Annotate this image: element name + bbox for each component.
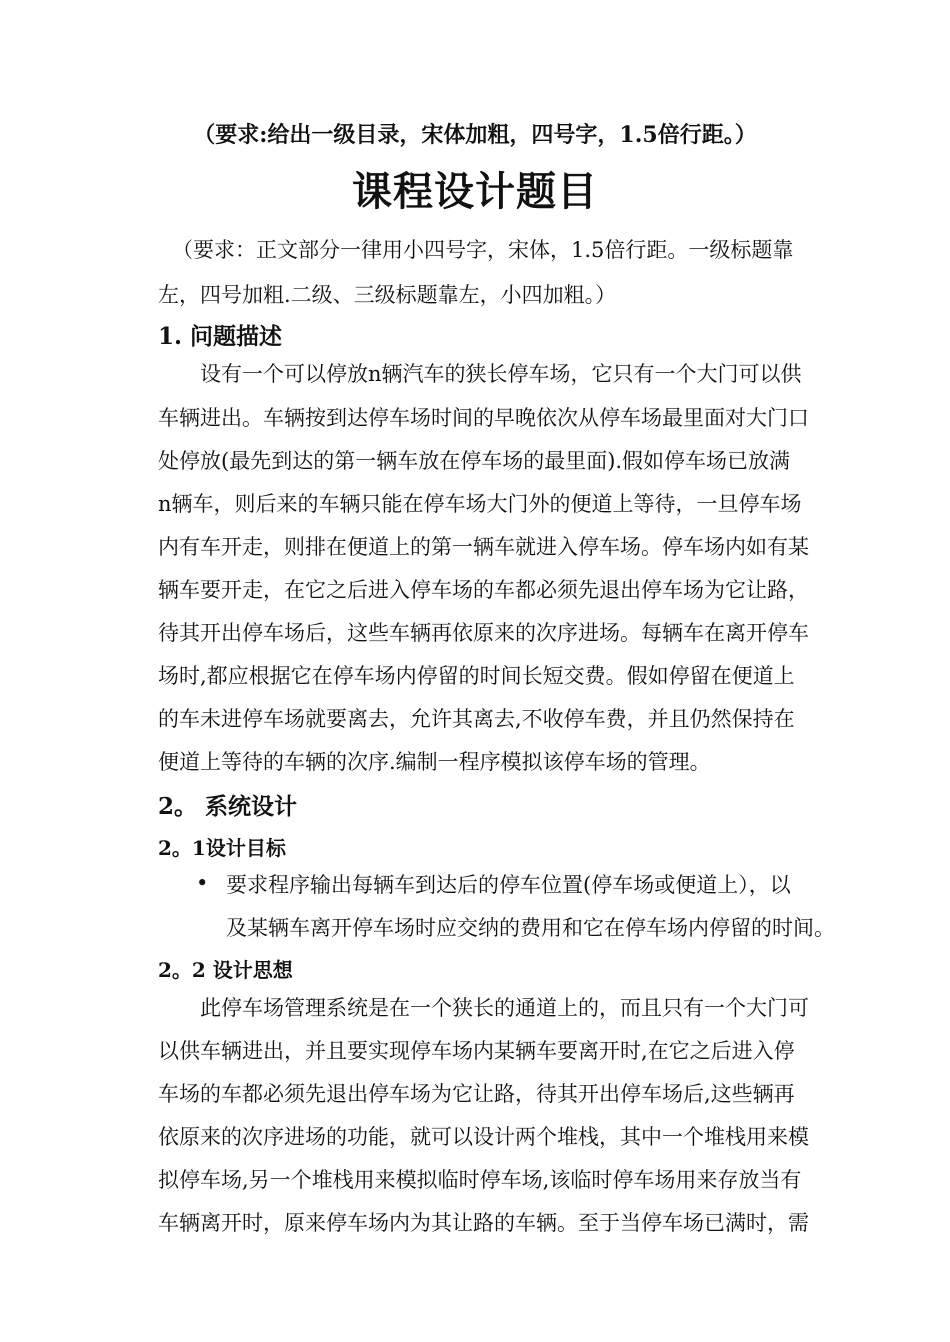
subsection-2-1-heading: 2。1设计目标	[158, 836, 286, 860]
paragraph-line: 场时,都应根据它在停车场内停留的时间长短交费。假如停留在便道上	[158, 664, 795, 688]
paragraph-line: 辆车要开走，在它之后进入停车场的车都必须先退出停车场为它让路，	[158, 578, 809, 602]
paragraph-line: 的车未进停车场就要离去，允许其离去,不收停车费，并且仍然保持在	[158, 707, 795, 731]
bullet-line: 要求程序输出每辆车到达后的停车位置(停车场或便道上），以	[226, 873, 791, 897]
paragraph-line: 拟停车场,另一个堆栈用来模拟临时停车场,该临时停车场用来存放当有	[158, 1168, 802, 1192]
bullet-marker: •	[196, 871, 209, 895]
paragraph-line: 车辆进出。车辆按到达停车场时间的早晚依次从停车场最里面对大门口	[158, 406, 809, 430]
paragraph-line: 依原来的次序进场的功能，就可以设计两个堆栈，其中一个堆栈用来模	[158, 1125, 809, 1149]
paragraph-line: 内有车开走，则排在便道上的第一辆车就进入停车场。停车场内如有某	[158, 535, 809, 559]
paragraph-line: 此停车场管理系统是在一个狭长的通道上的，而且只有一个大门可	[200, 996, 809, 1020]
paragraph-line: 车辆离开时，原来停车场内为其让路的车辆。至于当停车场已满时，需	[158, 1211, 809, 1235]
paragraph-line: 设有一个可以停放n辆汽车的狭长停车场，它只有一个大门可以供	[200, 362, 802, 386]
paragraph-line: n辆车，则后来的车辆只能在停车场大门外的便道上等待，一旦停车场	[158, 492, 802, 516]
subsection-2-2-heading: 2。2 设计思想	[158, 958, 293, 982]
paragraph-line: 处停放(最先到达的第一辆车放在停车场的最里面).假如停车场已放满	[158, 449, 791, 473]
paragraph-line: 以供车辆进出，并且要实现停车场内某辆车要离开时,在它之后进入停	[158, 1039, 795, 1063]
body-requirement-line-2: 左，四号加粗.二级、三级标题靠左，小四加粗。）	[158, 283, 617, 307]
section-2-heading: 2。 系统设计	[158, 793, 298, 820]
paragraph-line: 待其开出停车场后，这些车辆再依原来的次序进场。每辆车在离开停车	[158, 621, 809, 645]
bullet-line: 及某辆车离开停车场时应交纳的费用和它在停车场内停留的时间。	[226, 916, 835, 940]
body-requirement-line-1: （要求：正文部分一律用小四号字，宋体，1.5倍行距。一级标题靠	[172, 238, 794, 262]
page-title: 课程设计题目	[352, 168, 598, 215]
section-1-heading: 1. 问题描述	[158, 323, 283, 350]
paragraph-line: 车场的车都必须先退出停车场为它让路，待其开出停车场后,这些辆再	[158, 1082, 795, 1106]
paragraph-line: 便道上等待的车辆的次序.编制一程序模拟该停车场的管理。	[158, 750, 711, 774]
toc-requirement-note: （要求:给出一级目录，宋体加粗，四号字，1.5倍行距。）	[193, 122, 757, 148]
